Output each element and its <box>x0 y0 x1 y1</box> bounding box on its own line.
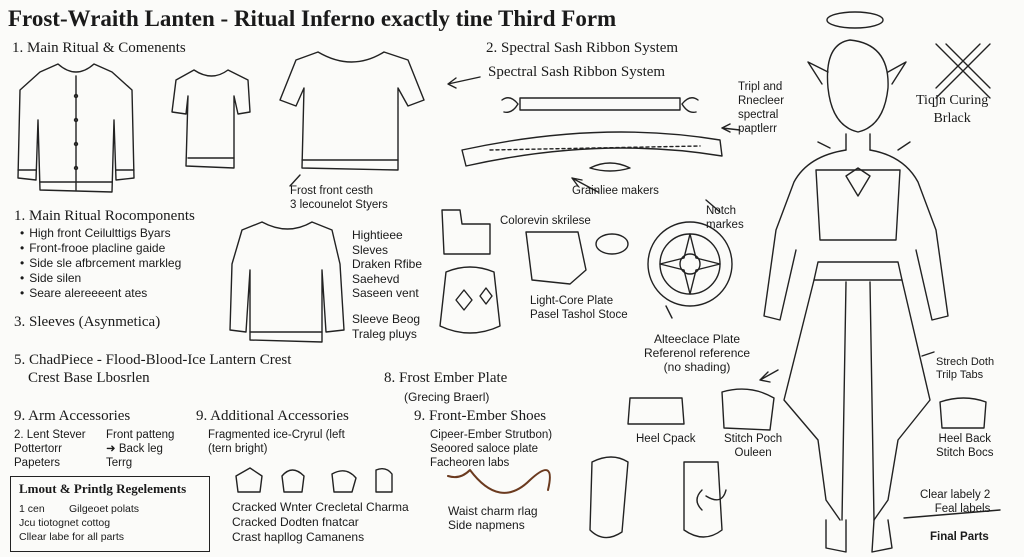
section-2-heading: 2. Spectral Sash Ribbon System <box>486 40 679 56</box>
pouch-drawings <box>628 389 986 430</box>
tshirt-drawing <box>280 52 424 170</box>
list-item: • Seare alereeeent ates <box>20 286 181 301</box>
section-9b-bottom: Cracked Wnter Crecletal Charma Cracked Dodten fnatcar Crast hapllog Camanens <box>232 500 409 544</box>
arrow <box>922 352 934 356</box>
layout-requirements-box <box>10 476 210 552</box>
shoe-drawings <box>590 457 726 538</box>
notch-label: Notch markes <box>706 205 744 231</box>
layout-box-item: 1 cen <box>19 503 45 515</box>
page-title: Frost-Wraith Lanten - Ritual Inferno exactly tine Third Form <box>8 6 617 31</box>
list-item: • High front Ceilulttigs Byars <box>20 226 181 241</box>
short-sleeve-top-drawing <box>172 70 250 168</box>
sash-ribbon-drawing <box>462 98 722 171</box>
section-9a-col2: Front patteng ➜ Back leg Terrg <box>106 429 175 469</box>
list-item: • Side sle afbrcement markleg <box>20 256 181 271</box>
section-1b-heading: 1. Main Ritual Rocomponents <box>14 208 195 224</box>
section-5-sub: Crest Base Lbosrlen <box>28 370 150 386</box>
list-item: • Side silen <box>20 271 181 286</box>
section-9b-heading: 9. Additional Accessories <box>196 408 349 424</box>
sweatshirt-drawing <box>230 222 344 342</box>
section-2-subheading: Spectral Sash Ribbon System <box>488 64 666 80</box>
section-9a-col1: 2. Lent Stever Pottertorr Papeters <box>14 429 86 469</box>
sun-medallion-drawing <box>648 222 732 306</box>
section-5-heading: 5. ChadPiece - Flood-Blood-Ice Lantern Crest <box>14 352 292 368</box>
waist-cord-drawing <box>448 470 550 493</box>
stitch-label: Stitch Poch Ouleen <box>724 433 783 459</box>
sleeve-labels: Hightieee Sleves Draken Rfibe Saehevd Saseen vent <box>352 228 423 300</box>
grainline-label: Grainliee makers <box>572 185 659 197</box>
section-9b-sub: Fragmented ice-Cryrul (left (tern bright) <box>208 429 345 455</box>
layout-box-side: Gilgeoet polats <box>69 503 140 515</box>
final-parts-label: Final Parts <box>930 531 989 543</box>
section-1-heading: 1. Main Ritual & Comenents <box>12 40 186 56</box>
section-9c-heading: 9. Front-Ember Shoes <box>414 408 547 424</box>
charm-drawings <box>236 468 392 492</box>
section-9c-sub: Cipeer-Ember Strutbon) Seoored saloce plate Facheoren labs <box>430 429 553 469</box>
arrow <box>760 370 778 382</box>
frost-note: Frost front cesth 3 lecounelot Styers <box>290 185 388 211</box>
clear-label: Clear labely 2 Feal labels <box>920 489 991 515</box>
section-8-heading: 8. Frost Ember Plate <box>384 370 508 386</box>
list-item: • Front-frooe placline gaide <box>20 241 181 256</box>
layout-box-item: Cllear labe for all parts <box>19 531 125 543</box>
lightcore-label: Light-Core Plate Pasel Tashol Stoce <box>530 295 628 321</box>
waist-label: Waist charm rlag Side napmens <box>448 504 538 532</box>
arrow <box>666 306 672 318</box>
heelback-label: Heel Back Stitch Bocs <box>936 433 994 459</box>
cardigan-drawing <box>18 64 134 192</box>
sleeve-labels-2: Sleeve Beog Traleg pluys <box>352 312 421 341</box>
layout-box-title: Lmout & Printlg Regelements <box>19 481 187 496</box>
stretch-label: Strech Doth Trilp Tabs <box>936 356 995 381</box>
section-3-heading: 3. Sleeves (Asynmetica) <box>14 314 161 330</box>
topright-label: Tiqjn Curing Brlack <box>916 93 989 126</box>
spectral-note: Tripl and Rnecleer spectral paptlerr <box>738 81 785 135</box>
section-9a-heading: 9. Arm Accessories <box>14 408 131 424</box>
heel-label: Heel Cpack <box>636 433 696 445</box>
altercloce-label: Alteeclace Plate Referenol reference (no shading) <box>644 332 751 374</box>
arrow <box>818 142 910 150</box>
section-1b-list <box>20 226 181 301</box>
arrow <box>448 77 480 88</box>
layout-box-item: Jcu tiotognet cottog <box>19 517 111 529</box>
colorevin-label: Colorevin skrilese <box>500 215 591 227</box>
section-8-sub: (Grecing Braerl) <box>404 390 490 404</box>
cross-mark-drawing <box>936 44 990 98</box>
